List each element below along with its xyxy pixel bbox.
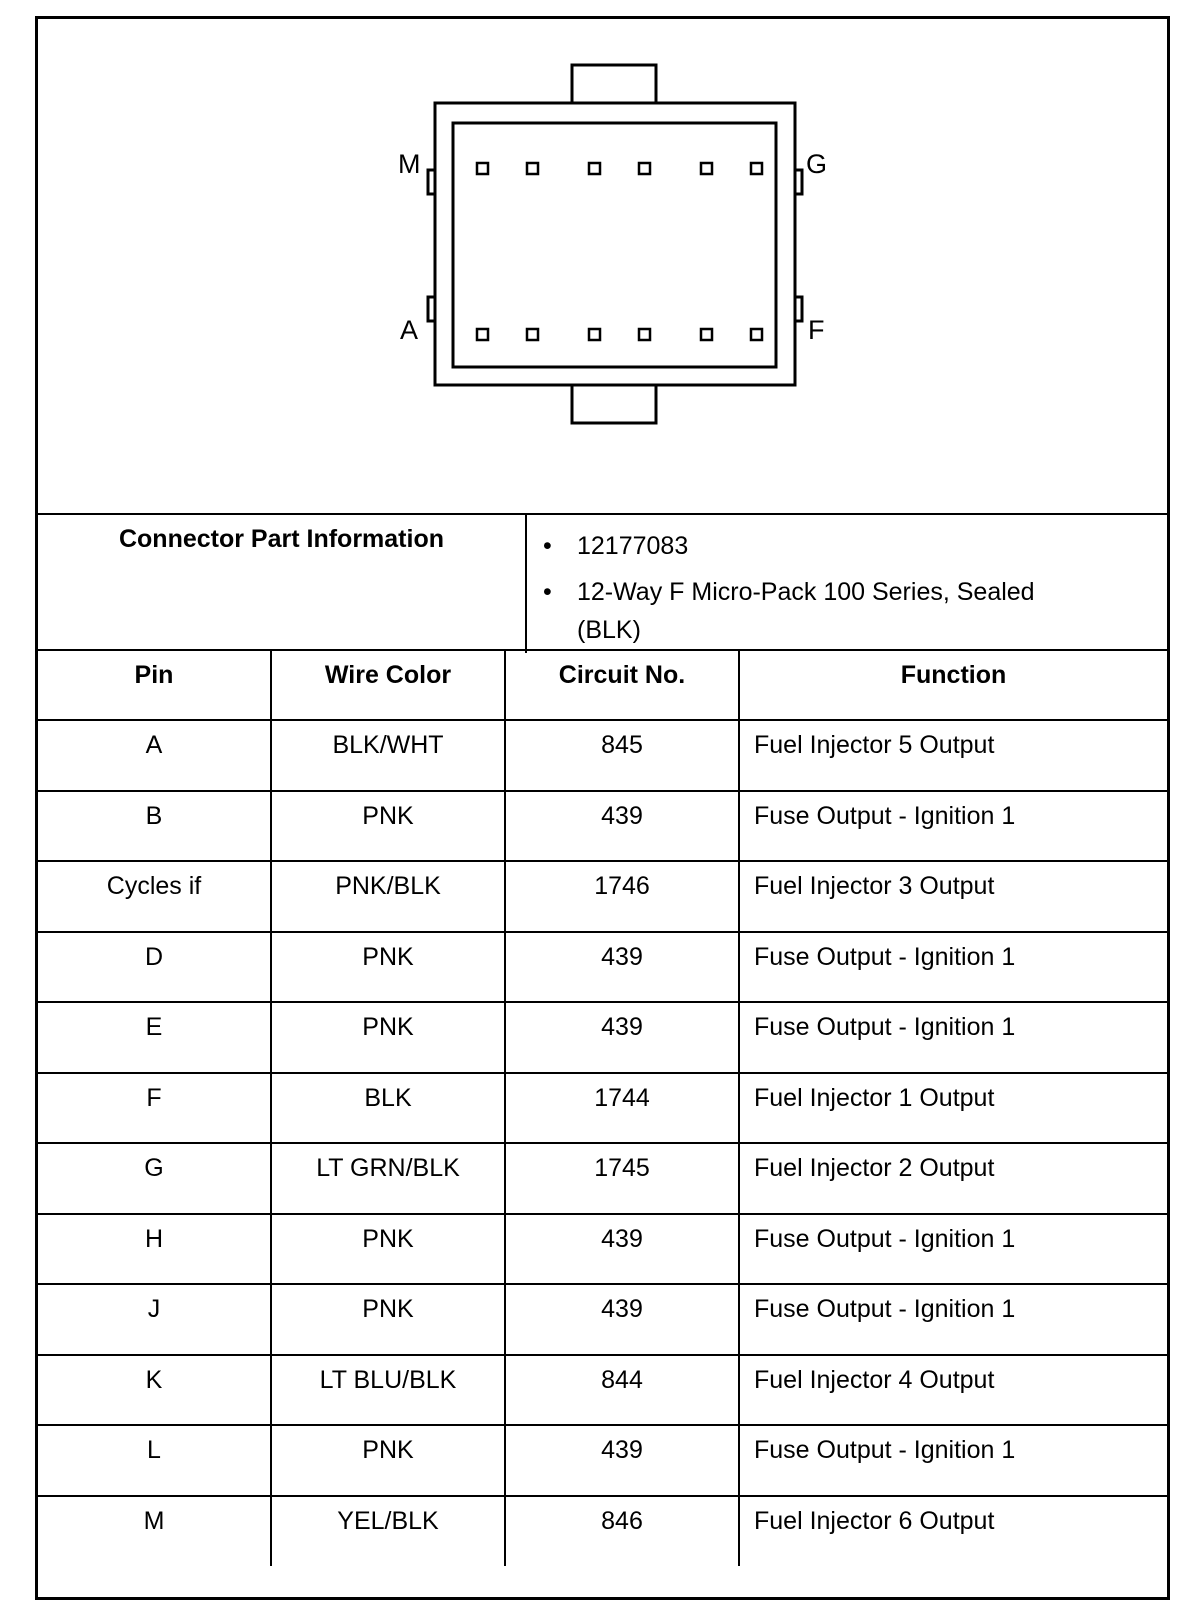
- header-wire-color: Wire Color: [271, 650, 505, 720]
- circuit-cell: 439: [505, 1284, 739, 1355]
- pin-label-m: M: [398, 149, 421, 179]
- pin-cavity: [751, 329, 762, 340]
- function-cell: Fuse Output - Ignition 1: [739, 1214, 1167, 1285]
- connector-document: [35, 16, 1170, 1600]
- bullet-icon: •: [543, 578, 552, 606]
- function-cell: Fuel Injector 5 Output: [739, 720, 1167, 791]
- pin-cavity: [639, 163, 650, 174]
- bottom-latch: [572, 383, 656, 423]
- function-cell: Fuse Output - Ignition 1: [739, 932, 1167, 1003]
- function-cell: Fuse Output - Ignition 1: [739, 1425, 1167, 1496]
- pinout-table: [38, 649, 1167, 1566]
- wire-color-cell: BLK/WHT: [271, 720, 505, 791]
- wire-color-cell: PNK: [271, 1284, 505, 1355]
- circuit-cell: 1746: [505, 861, 739, 932]
- pin-cell: A: [38, 720, 271, 791]
- function-cell: Fuel Injector 3 Output: [739, 861, 1167, 932]
- part-description-item: [543, 569, 1167, 649]
- wire-color-cell: LT BLU/BLK: [271, 1355, 505, 1426]
- table-row: [38, 1284, 1167, 1355]
- table-row: [38, 791, 1167, 862]
- table-row: [38, 1002, 1167, 1073]
- pin-cell: J: [38, 1284, 271, 1355]
- circuit-cell: 846: [505, 1496, 739, 1567]
- wire-color-cell: PNK: [271, 791, 505, 862]
- function-cell: Fuel Injector 4 Output: [739, 1355, 1167, 1426]
- pin-cell: E: [38, 1002, 271, 1073]
- part-description: 12-Way F Micro-Pack 100 Series, Sealed (BLK): [577, 578, 1035, 644]
- wire-color-cell: PNK: [271, 1425, 505, 1496]
- circuit-cell: 439: [505, 1214, 739, 1285]
- wire-color-cell: LT GRN/BLK: [271, 1143, 505, 1214]
- part-info-details: [526, 514, 1167, 653]
- function-cell: Fuse Output - Ignition 1: [739, 1002, 1167, 1073]
- pin-cell: G: [38, 1143, 271, 1214]
- circuit-cell: 1744: [505, 1073, 739, 1144]
- wire-color-cell: PNK: [271, 1002, 505, 1073]
- table-row: [38, 1214, 1167, 1285]
- connector-diagram: [38, 19, 1167, 513]
- table-row: [38, 861, 1167, 932]
- pin-cavity: [589, 329, 600, 340]
- wire-color-cell: YEL/BLK: [271, 1496, 505, 1567]
- pin-cell: K: [38, 1355, 271, 1426]
- pin-label-f: F: [808, 315, 825, 345]
- connector-body: [435, 103, 795, 385]
- pin-cavity: [477, 329, 488, 340]
- pin-cell: Cycles if: [38, 861, 271, 932]
- header-circuit: Circuit No.: [505, 650, 739, 720]
- part-info-table: [38, 513, 1167, 653]
- header-pin: Pin: [38, 650, 271, 720]
- pin-cell: D: [38, 932, 271, 1003]
- function-cell: Fuse Output - Ignition 1: [739, 791, 1167, 862]
- part-number: 12177083: [577, 532, 689, 560]
- function-cell: Fuel Injector 1 Output: [739, 1073, 1167, 1144]
- pin-cell: M: [38, 1496, 271, 1567]
- pin-cavity: [589, 163, 600, 174]
- pin-cavity: [751, 163, 762, 174]
- circuit-cell: 439: [505, 1002, 739, 1073]
- circuit-cell: 439: [505, 791, 739, 862]
- circuit-cell: 845: [505, 720, 739, 791]
- circuit-cell: 439: [505, 932, 739, 1003]
- table-row: [38, 1355, 1167, 1426]
- pin-label-g: G: [806, 149, 828, 179]
- pin-cell: B: [38, 791, 271, 862]
- pin-label-a: A: [400, 315, 419, 345]
- function-cell: Fuel Injector 2 Output: [739, 1143, 1167, 1214]
- pin-cavity: [477, 163, 488, 174]
- wire-color-cell: PNK: [271, 1214, 505, 1285]
- pin-cavity: [701, 329, 712, 340]
- wire-color-cell: PNK: [271, 932, 505, 1003]
- pin-cell: L: [38, 1425, 271, 1496]
- wire-color-cell: PNK/BLK: [271, 861, 505, 932]
- pin-cavity: [701, 163, 712, 174]
- wire-color-cell: BLK: [271, 1073, 505, 1144]
- part-number-item: [543, 523, 1167, 569]
- top-latch: [572, 65, 656, 105]
- pin-cavity: [527, 329, 538, 340]
- table-row: [38, 932, 1167, 1003]
- part-info-label: Connector Part Information: [38, 514, 526, 653]
- pin-cavity: [527, 163, 538, 174]
- bullet-icon: •: [543, 532, 552, 560]
- table-row: [38, 1496, 1167, 1567]
- table-row: [38, 720, 1167, 791]
- function-cell: Fuel Injector 6 Output: [739, 1496, 1167, 1567]
- circuit-cell: 844: [505, 1355, 739, 1426]
- function-cell: Fuse Output - Ignition 1: [739, 1284, 1167, 1355]
- circuit-cell: 1745: [505, 1143, 739, 1214]
- circuit-cell: 439: [505, 1425, 739, 1496]
- table-row: [38, 1073, 1167, 1144]
- connector-outline: [38, 19, 1167, 513]
- pin-cell: F: [38, 1073, 271, 1144]
- table-row: [38, 1143, 1167, 1214]
- pin-cavity: [639, 329, 650, 340]
- pin-cell: H: [38, 1214, 271, 1285]
- header-function: Function: [739, 650, 1167, 720]
- table-row: [38, 1425, 1167, 1496]
